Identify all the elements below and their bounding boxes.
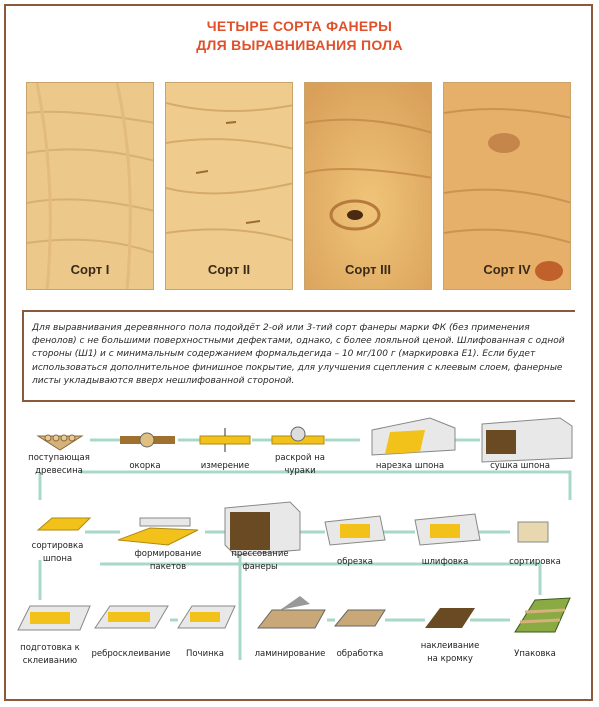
- sanding-icon: [415, 514, 480, 545]
- step-label-pressing: прессование фанеры: [231, 549, 289, 572]
- package-forming-icon: [118, 518, 198, 545]
- plywood-texture-4: [444, 83, 571, 290]
- step-label-package-forming: формирование пакетов: [134, 549, 202, 572]
- step-label-trimming: обрезка: [337, 557, 373, 567]
- grade-panel-4: [443, 82, 571, 290]
- step-label-laminating: ламинирование: [254, 649, 326, 659]
- step-label-veneer-drying: сушка шпона: [490, 461, 550, 471]
- repair-icon: [178, 606, 235, 628]
- plywood-texture-3: [305, 83, 432, 290]
- processing-icon: [335, 610, 385, 626]
- glue-prep-icon: [18, 606, 90, 630]
- step-label-veneer-sorting: сортировка шпона: [31, 541, 84, 564]
- description-text: Для выравнивания деревянного пола подойдёт 2-ой или 3-тий сорт фанеры марки ФК (без применения фенолов) с не большими поверхностными дефектами, однако, с более лояльной ценой. Шлифованная с одной стороны (Ш1) и с минимальным содержанием формальдегида – 10 мг/100 г (маркировка Е1). Если будет использоваться дополнительное финишное покрытие, для улучшения сцепления с клеевым слоем, фанерные листы укладываются вверх нешлифованной стороной.: [32, 323, 565, 386]
- step-label-measuring: измерение: [200, 461, 250, 471]
- edge-gluing-icon: [95, 606, 168, 628]
- veneer-sorting-icon: [38, 518, 90, 530]
- step-label-incoming-wood: поступающая древесина: [28, 453, 90, 476]
- step-label-veneer-cutting: нарезка шпона: [375, 461, 445, 471]
- measuring-icon: [200, 428, 250, 452]
- plywood-texture-2: [166, 83, 293, 290]
- trimming-icon: [325, 516, 385, 545]
- sorting-icon: [518, 522, 548, 542]
- grade-label: Сорт III: [345, 262, 391, 277]
- debarking-icon: [120, 433, 175, 447]
- veneer-drying-icon: [482, 418, 572, 462]
- step-label-repair: Починка: [185, 649, 225, 659]
- grade-panel-1: [26, 82, 154, 290]
- packaging-icon: [515, 598, 570, 632]
- grade-label: Сорт IV: [483, 262, 531, 277]
- grade-panel-2: [165, 82, 293, 290]
- grade-label: Сорт II: [207, 262, 251, 277]
- step-label-packaging: Упаковка: [514, 649, 556, 659]
- cutting-icon: [272, 427, 324, 444]
- laminating-icon: [258, 596, 325, 628]
- edge-banding-icon: [425, 608, 475, 628]
- step-label-processing: обработка: [336, 649, 384, 659]
- step-label-sorting: сортировка: [509, 557, 561, 567]
- step-label-cutting: раскрой на чураки: [275, 453, 325, 476]
- veneer-cutting-icon: [372, 418, 455, 455]
- title-line-2: ДЛЯ ВЫРАВНИВАНИЯ ПОЛА: [196, 37, 403, 53]
- step-label-sanding: шлифовка: [421, 557, 469, 567]
- grade-panel-3: [304, 82, 432, 290]
- step-label-edge-gluing: ребросклеивание: [91, 649, 171, 659]
- grade-label: Сорт I: [70, 262, 110, 277]
- logs-icon: [38, 435, 82, 450]
- plywood-texture-1: [27, 83, 154, 290]
- step-label-glue-prep: подготовка к склеиванию: [20, 643, 80, 666]
- step-label-edge-banding: наклеивание на кромку: [420, 641, 480, 664]
- title-line-1: ЧЕТЫРЕ СОРТА ФАНЕРЫ: [206, 18, 393, 34]
- step-label-debarking: окорка: [129, 461, 161, 471]
